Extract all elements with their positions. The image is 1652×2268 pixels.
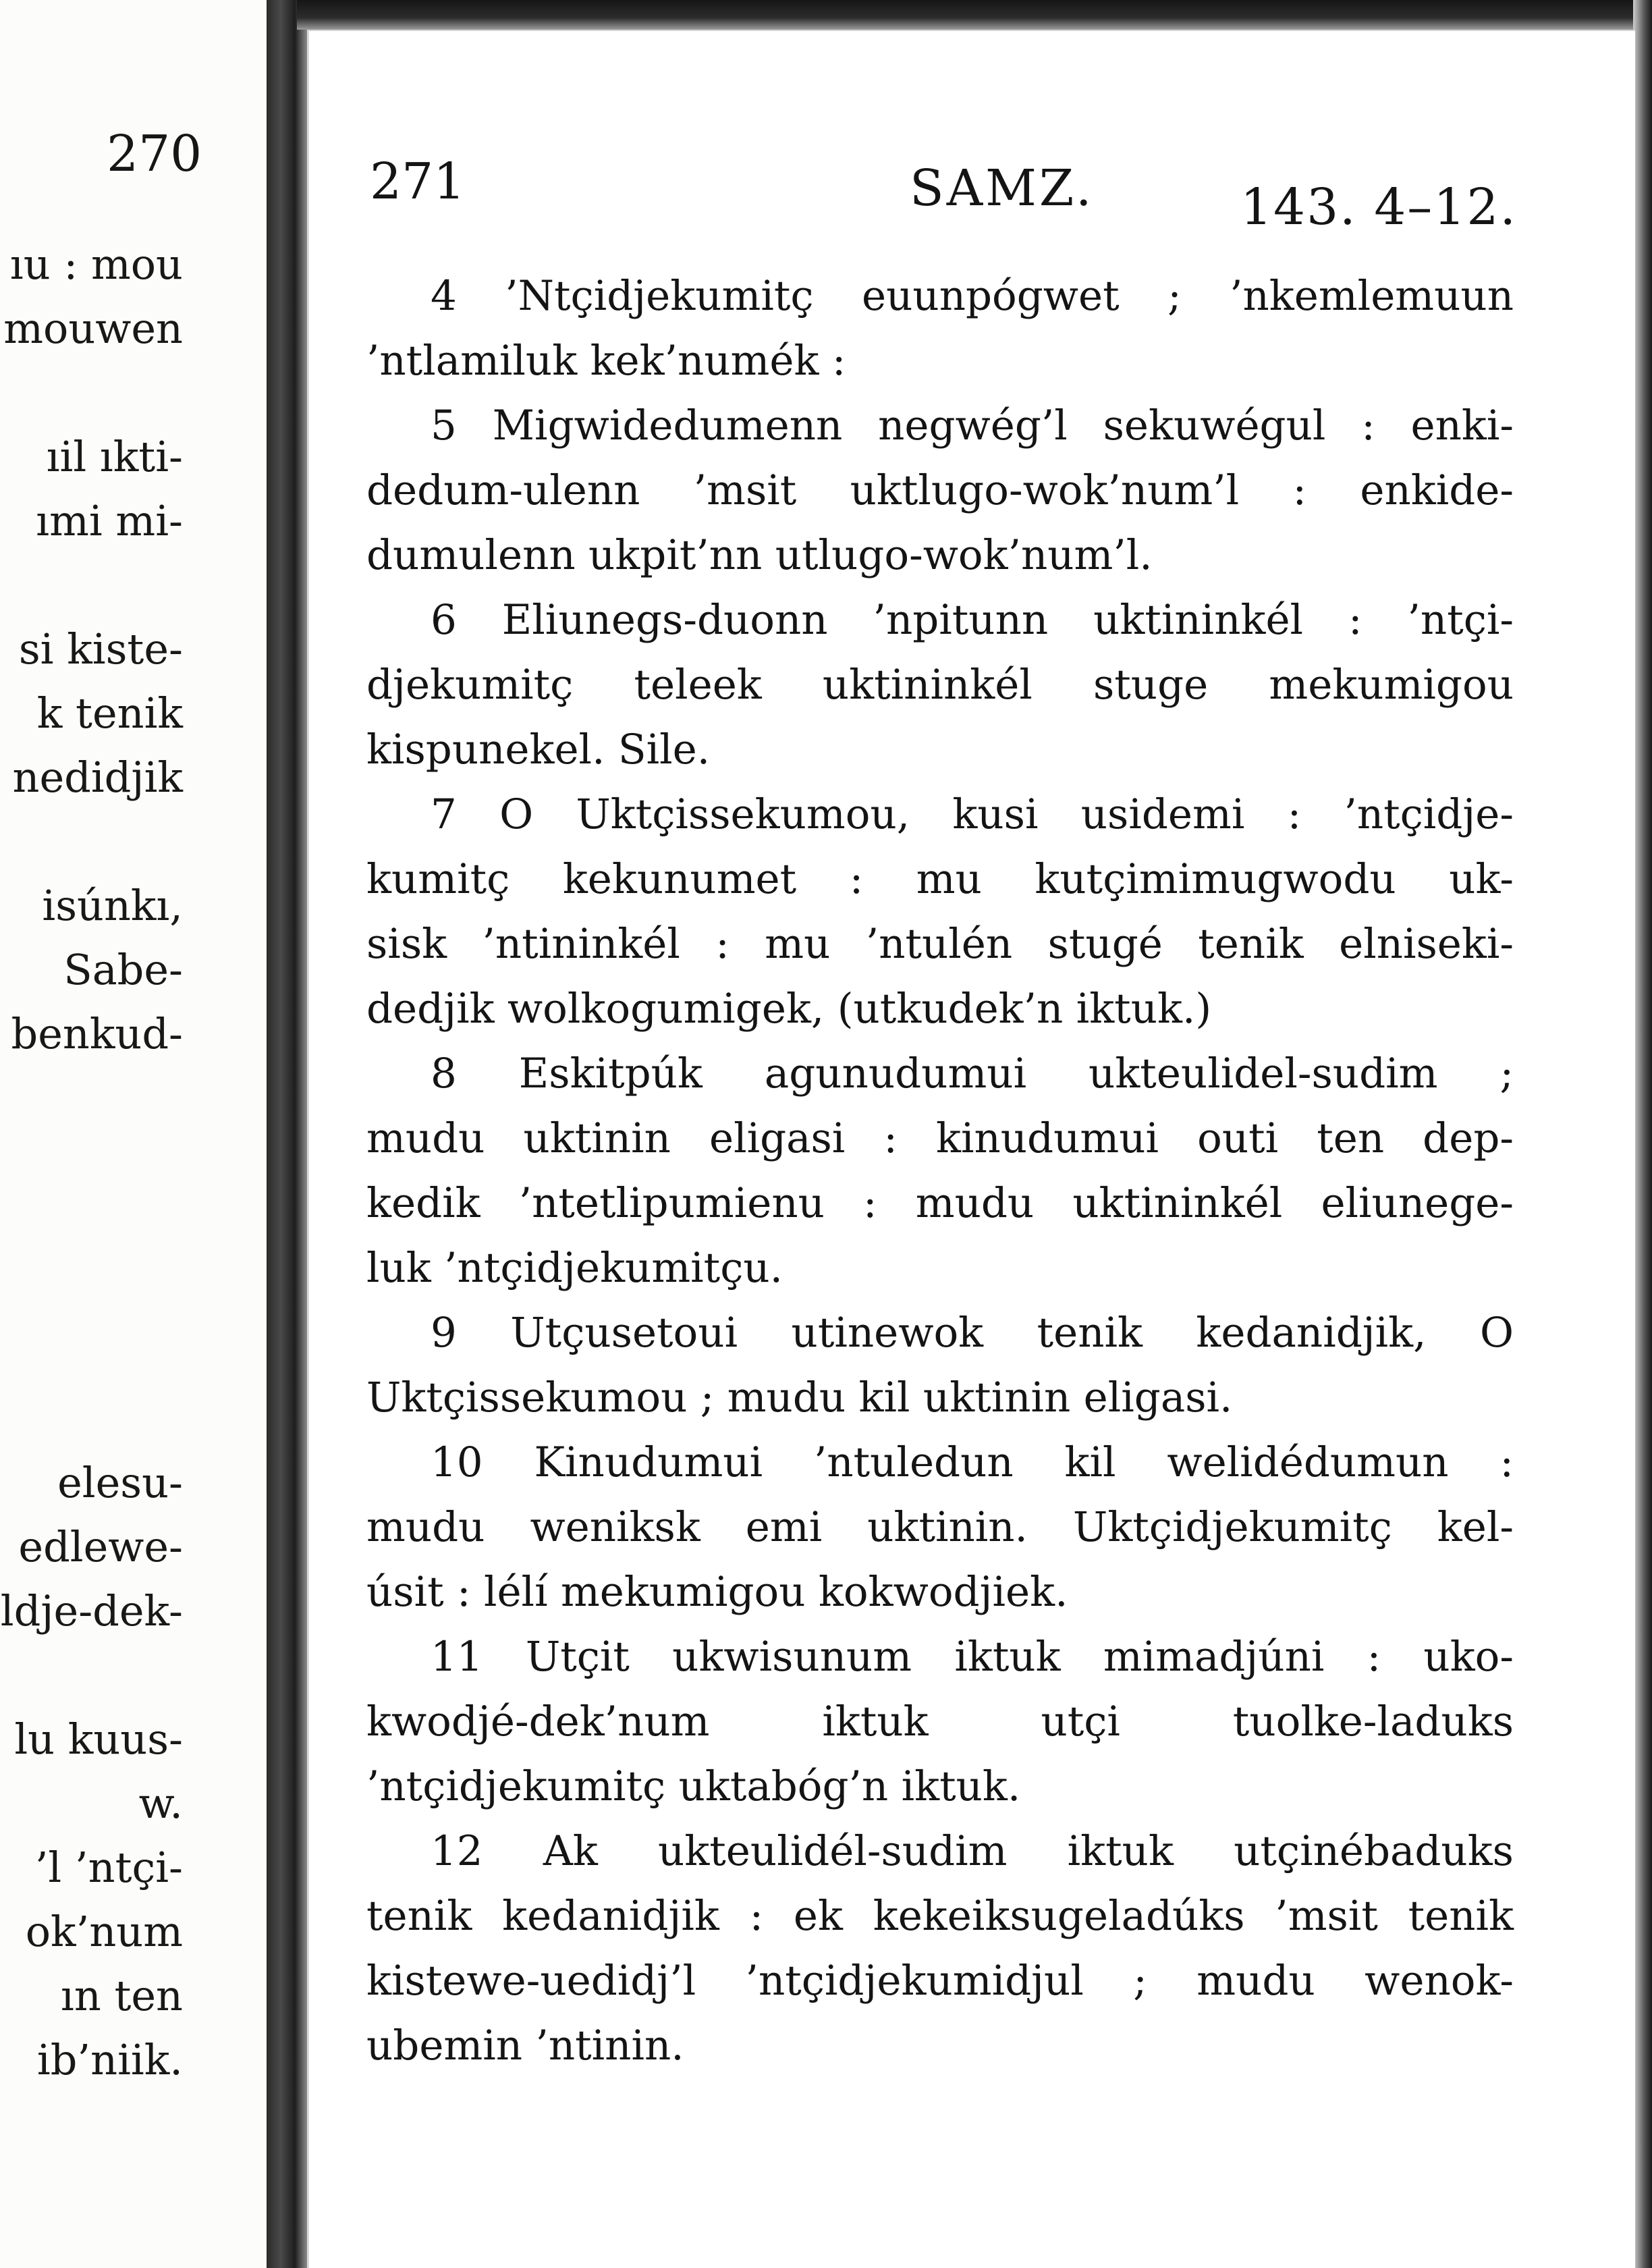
text-line: luk ’ntçidjekumitçu. (366, 1244, 783, 1292)
book-title: SAMZ. (910, 159, 1095, 217)
text-line: dedjik wolkogumigek, (utkudek’n iktuk.) (366, 985, 1212, 1033)
right-page (307, 30, 1635, 2268)
text-line: kedik ’ntetlipumienu : mudu uktininkél eliunege- (366, 1179, 1514, 1227)
left-page-line: k tenik (36, 688, 183, 738)
text-line: ’ntlamiluk kek’numék : (366, 337, 846, 385)
left-page-line: nedidjik (12, 753, 183, 802)
text-line: 6 Eliunegs-duonn ’npitunn uktininkél : ’ntçi- (431, 596, 1514, 644)
text-line: kwodjé-dek’num iktuk utçi tuolke-laduks (366, 1698, 1514, 1746)
text-line: 11 Utçit ukwisunum iktuk mimadjúni : uko- (431, 1633, 1514, 1681)
text-line: 12 Ak ukteulidél-sudim iktuk utçinébaduks (431, 1827, 1514, 1875)
text-line: 4 ’Ntçidjekumitç euunpógwet ; ’nkemlemuun (431, 272, 1514, 320)
text-line: sisk ’ntininkél : mu ’ntulén stugé tenik elniseki- (366, 920, 1514, 968)
left-page-line: benkud- (11, 1009, 183, 1058)
left-page-line: ib’niik. (36, 2035, 183, 2084)
left-page-line: ın ten (60, 1971, 183, 2020)
text-line: 9 Utçusetoui utinewok tenik kedanidjik, O (431, 1309, 1514, 1357)
text-line: mudu weniksk emi uktinin. Uktçidjekumitç kel- (366, 1503, 1514, 1551)
text-line: 10 Kinudumui ’ntuledun kil welidédumun : (431, 1438, 1514, 1486)
left-page-number: 270 (107, 125, 202, 183)
text-line: úsit : lélí mekumigou kokwodjiek. (366, 1568, 1068, 1616)
verse-range: 143. 4–12. (1240, 178, 1517, 236)
text-line: 7 O Uktçissekumou, kusi usidemi : ’ntçidje- (431, 790, 1514, 838)
left-page-line: ldje-dek- (0, 1586, 183, 1636)
left-page-line: ımi mi- (36, 496, 183, 545)
text-line: ubemin ’ntinin. (366, 2022, 684, 2070)
text-line: 8 Eskitpúk agunudumui ukteulidel-sudim ; (431, 1050, 1514, 1098)
left-page-line: ıil ıkti- (46, 432, 183, 481)
left-page-line: elesu- (57, 1458, 183, 1507)
left-page-line: ıu : mou (9, 240, 183, 289)
text-line: kumitç kekunumet : mu kutçimimugwodu uk- (366, 855, 1514, 903)
page-right-shadow (1633, 0, 1652, 2268)
text-line: tenik kedanidjik : ek kekeiksugeladúks ’msit tenik (366, 1892, 1514, 1940)
text-line: ’ntçidjekumitç uktabóg’n iktuk. (366, 1762, 1021, 1810)
left-page-line: lu kuus- (14, 1714, 183, 1764)
text-line: kispunekel. Sile. (366, 726, 711, 774)
left-page-line: si kiste- (18, 624, 183, 674)
left-page-line: w. (138, 1779, 183, 1828)
book-gutter (267, 0, 307, 2268)
left-page-fragment (0, 0, 267, 2268)
text-line: mudu uktinin eligasi : kinudumui outi ten dep- (366, 1114, 1514, 1162)
left-page-line: edlewe- (18, 1522, 183, 1571)
text-line: Uktçissekumou ; mudu kil uktinin eligasi. (366, 1374, 1233, 1422)
text-line: 5 Migwidedumenn negwég’l sekuwégul : enki- (431, 402, 1514, 450)
left-page-line: Sabe- (63, 945, 183, 994)
text-line: kistewe-uedidj’l ’ntçidjekumidjul ; mudu wenok- (366, 1957, 1514, 2005)
text-line: dedum-ulenn ’msit uktlugo-wok’num’l : enkide- (366, 466, 1514, 514)
left-page-line: ok’num (25, 1907, 183, 1956)
text-line: dumulenn ukpit’nn utlugo-wok’num’l. (366, 531, 1153, 579)
page-top-shadow (297, 0, 1652, 30)
psalm-text (366, 264, 1514, 2078)
running-head (370, 153, 1517, 236)
left-page-line: isúnkı, (42, 881, 183, 930)
page-number: 271 (370, 153, 466, 211)
left-page-line: ’l ’ntçi- (34, 1843, 183, 1892)
left-page-line: mouwen (3, 304, 183, 353)
text-line: djekumitç teleek uktininkél stuge mekumigou (366, 661, 1514, 709)
